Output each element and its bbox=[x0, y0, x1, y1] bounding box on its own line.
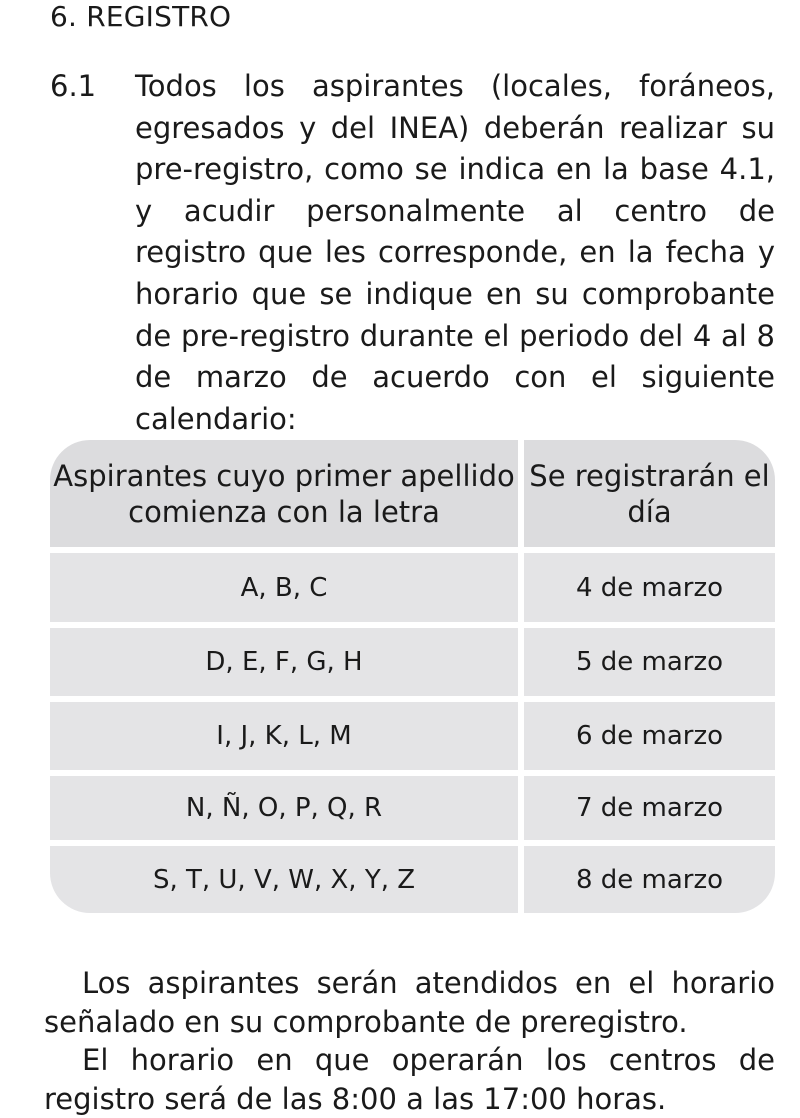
closing-paragraph-hours: El horario en que operarán los centros de registro será de las 8:00 a las 17:00 horas. bbox=[44, 1043, 775, 1116]
table-header-letters: Aspirantes cuyo primer apellido comienza con la letra bbox=[50, 440, 518, 547]
table-cell-date: 6 de marzo bbox=[524, 702, 775, 770]
table-cell-date: 4 de marzo bbox=[524, 553, 775, 622]
registration-schedule-table bbox=[50, 440, 775, 913]
closing-text bbox=[44, 964, 775, 1118]
table-header-date: Se registrarán el día bbox=[524, 440, 775, 547]
table-cell-letters: S, T, U, V, W, X, Y, Z bbox=[50, 846, 518, 913]
table-cell-letters: A, B, C bbox=[50, 553, 518, 622]
table-cell-letters: I, J, K, L, M bbox=[50, 702, 518, 770]
item-number: 6.1 bbox=[50, 69, 97, 103]
closing-paragraph-schedule: Los aspirantes serán atendidos en el horario señalado en su comprobante de preregistro. bbox=[44, 966, 775, 1039]
section-heading: 6. REGISTRO bbox=[50, 0, 232, 33]
table-cell-date: 8 de marzo bbox=[524, 846, 775, 913]
item-paragraph: Todos los aspirantes (locales, foráneos, egresados y del INEA) deberán realizar su pre-registro, como se indica en la base 4.1, y acudir personalmente al centro de registro que les corresponde, en la fecha y horario que se indique en su comprobante de pre-registro durante el periodo del 4 al 8 de marzo de acuerdo con el siguiente calendario: bbox=[135, 69, 775, 436]
table-cell-letters: D, E, F, G, H bbox=[50, 628, 518, 696]
table-cell-date: 5 de marzo bbox=[524, 628, 775, 696]
table-cell-letters: N, Ñ, O, P, Q, R bbox=[50, 776, 518, 840]
table-cell-date: 7 de marzo bbox=[524, 776, 775, 840]
